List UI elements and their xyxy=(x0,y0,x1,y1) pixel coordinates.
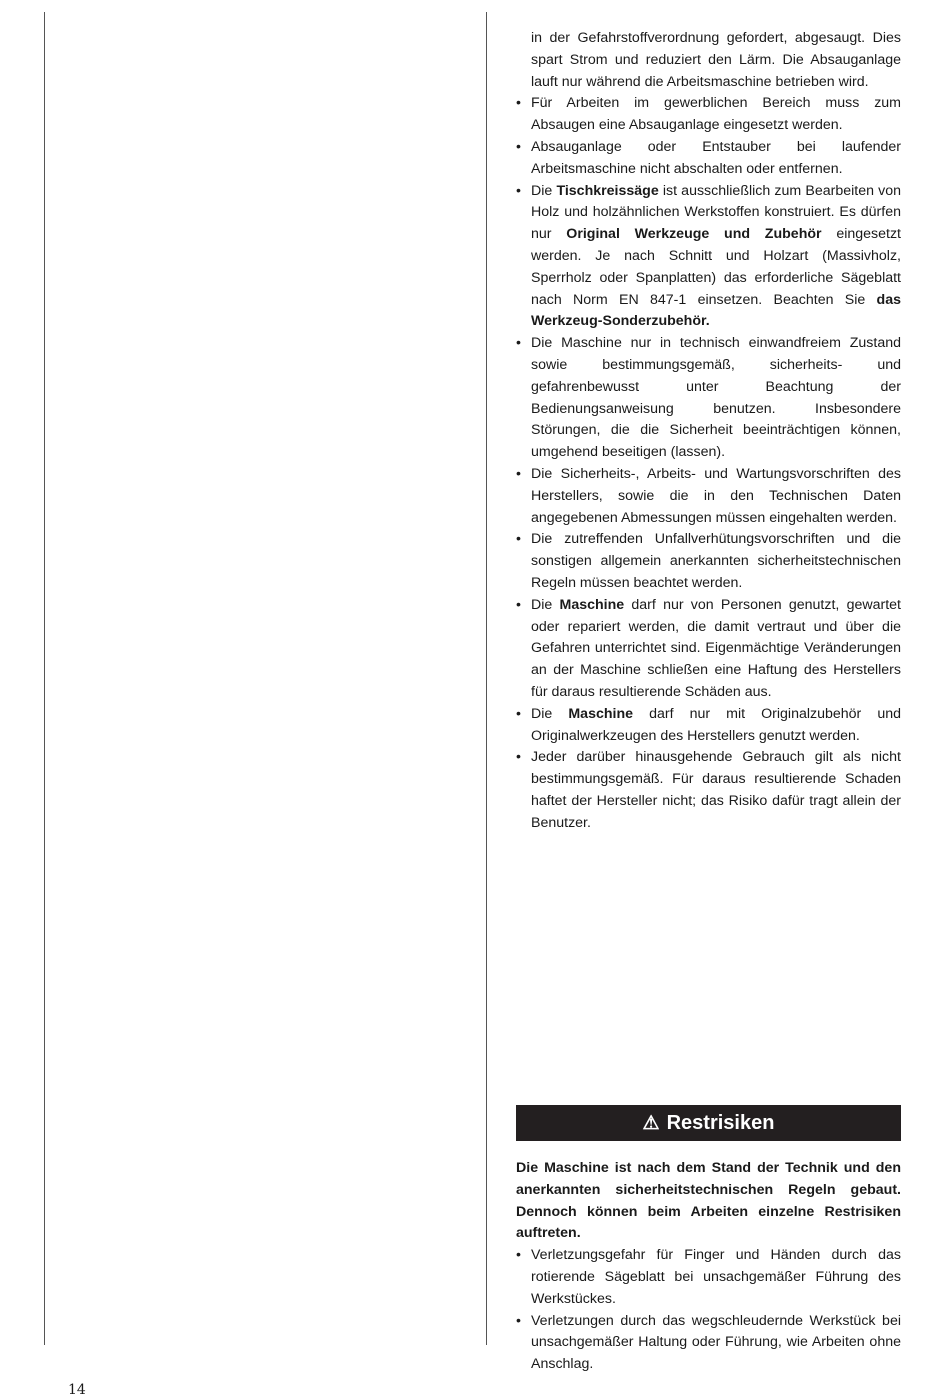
text-run: Die xyxy=(531,596,560,613)
left-column-rule xyxy=(44,12,45,1345)
middle-column-rule xyxy=(486,12,487,1345)
list-item xyxy=(516,595,901,704)
list-item: • Jeder darüber hinausgehende Gebrauch gilt als nicht bestimmungsgemäß. Für daraus resultierende Schaden haftet der Hersteller nicht; das Risiko dafür tragt allein der Benutzer. xyxy=(516,747,901,834)
text-run: eingesetzt werden. Je nach Schnitt und Holzart (Massivholz, Sperrholz oder Spanplatten) das erforderliche Sägeblatt nach Norm EN 847-1 einsetzen. Beachten Sie xyxy=(531,226,901,308)
list-item: • Verletzungsgefahr für Finger und Händen durch das rotierende Sägeblatt bei unsachgemäßer Führung des Werkstückes. xyxy=(516,1245,901,1310)
text-run: darf nur mit Originalzubehör und Originalwerkzeugen des Herstellers genutzt werden. xyxy=(531,705,902,744)
text-run: Die xyxy=(531,705,569,722)
text-run: darf nur von Personen genutzt, gewartet oder repariert werden, die damit vertraut und über die Gefahren unterrichtet sind. Eigenmächtige Veränderungen an der Maschine schließen eine Haftung des Herstellers für daraus resultierende Schäden aus. xyxy=(531,596,901,700)
list-item: • Absauganlage oder Entstauber bei laufender Arbeitsmaschine nicht abschalten oder entfernen. xyxy=(516,137,901,181)
page-number: 14 xyxy=(68,1382,86,1398)
bold-term: Maschine xyxy=(568,705,634,722)
text-run: ist ausschließlich zum Bearbeiten von Holz und holzähnlichen Werkstoffen konstruiert. Es dürfen nur xyxy=(531,182,901,243)
residual-risks-column xyxy=(516,1158,901,1376)
bold-term: Original Werkzeuge und Zubehör xyxy=(566,226,822,243)
list-item xyxy=(516,181,901,334)
bold-term: das Werkzeug-Sonderzubehör. xyxy=(531,291,901,330)
safety-instructions-column xyxy=(516,28,901,834)
section-title: Restrisiken xyxy=(666,1111,775,1134)
bold-term: Tischkreissäge xyxy=(556,182,659,199)
residual-risks-header xyxy=(516,1105,901,1141)
text-run: Die xyxy=(531,182,557,199)
list-item: • Die Sicherheits-, Arbeits- und Wartungsvorschriften des Herstellers, sowie die in den Technischen Daten angegebenen Abmessungen müssen eingehalten werden. xyxy=(516,464,901,529)
continuation-paragraph: in der Gefahrstoffverordnung gefordert, abgesaugt. Dies spart Strom und reduziert den Lärm. Die Absauganlage lauft nur während die Arbeitsmaschine betrieben wird. xyxy=(531,30,901,90)
list-item: • Die zutreffenden Unfallverhütungsvorschriften und die sonstigen allgemein anerkannten sicherheitstechnischen Regeln müssen beachtet werden. xyxy=(516,529,901,594)
list-item: • Die Maschine nur in technisch einwandfreiem Zustand sowie bestimmungsgemäß, sicherheits- und gefahrenbewusst unter Beachtung der Bedienungsanweisung benutzen. Insbesondere Störungen, die die Sicherheit beeinträchtigen können, umgehend beseitigen (lassen). xyxy=(516,333,901,464)
bold-term: Maschine xyxy=(559,596,625,613)
warning-triangle-icon: ⚠ xyxy=(642,1112,660,1134)
list-item: • Verletzungen durch das wegschleudernde Werkstück bei unsachgemäßer Haltung oder Führung, wie Arbeiten ohne Anschlag. xyxy=(516,1311,901,1376)
list-item: • Für Arbeiten im gewerblichen Bereich muss zum Absaugen eine Absauganlage eingesetzt werden. xyxy=(516,93,901,137)
list-item xyxy=(516,704,901,748)
risk-intro: Die Maschine ist nach dem Stand der Technik und den anerkannten sicherheitstechnischen Regeln gebaut. Dennoch können beim Arbeiten einzelne Restrisiken auftreten. xyxy=(516,1160,901,1242)
